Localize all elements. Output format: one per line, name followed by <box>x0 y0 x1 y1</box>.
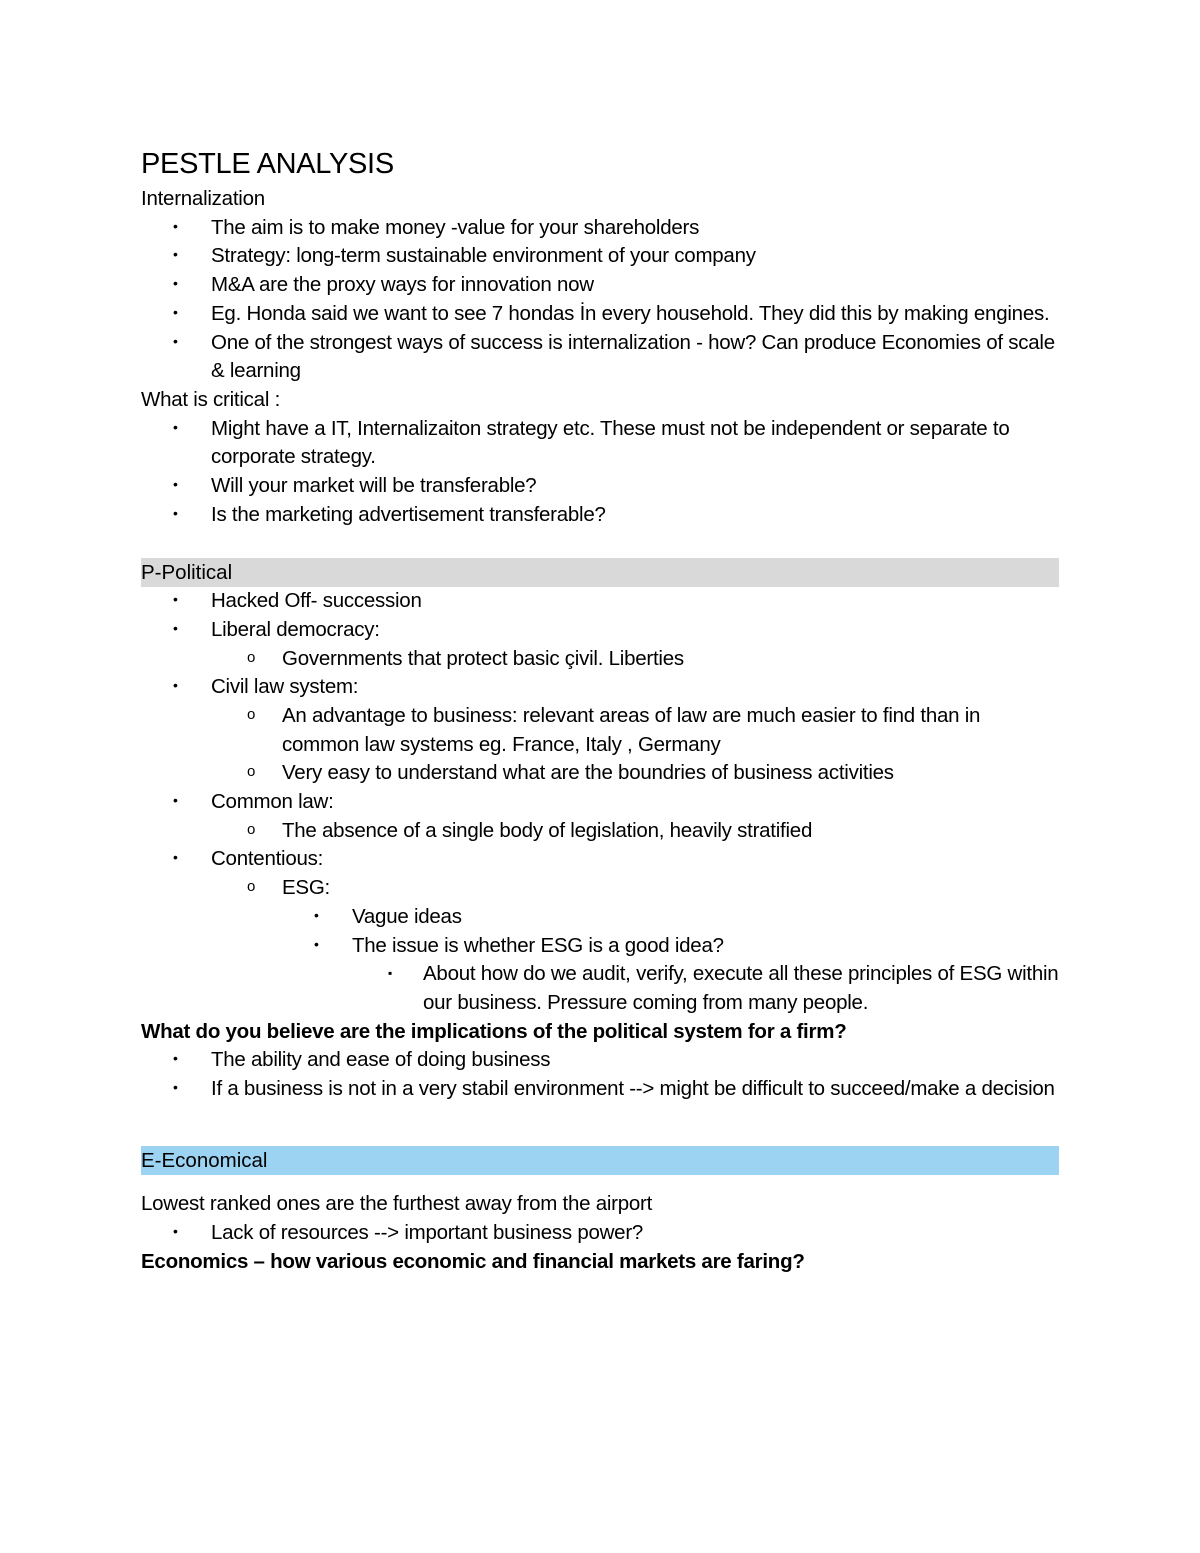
list-item: • One of the strongest ways of success is internalization - how? Can produce Economies of scale & learning <box>173 330 1055 383</box>
political-answers-list <box>141 1046 1059 1103</box>
political-list <box>141 587 1059 644</box>
list-item: ▪ About how do we audit, verify, execute all these principles of ESG within our business. Pressure coming from many people. <box>388 962 1059 1014</box>
political-list-civil <box>141 673 1059 702</box>
bullet-icon: • <box>173 1079 178 1096</box>
list-item: o Governments that protect basic çivil. Liberties <box>247 646 684 670</box>
document-title: PESTLE ANALYSIS <box>141 148 394 180</box>
bullet-icon: • <box>314 935 319 952</box>
list-item: • Civil law system: <box>173 675 359 699</box>
list-item: • The aim is to make money -value for your shareholders <box>173 215 700 239</box>
blank-line <box>141 1104 1059 1133</box>
bullet-icon: • <box>173 849 178 866</box>
document-page <box>141 145 1059 1277</box>
list-item: • Is the marketing advertisement transferable? <box>173 502 606 526</box>
blank-line <box>141 1175 1059 1190</box>
liberal-sublist <box>141 645 1059 674</box>
list-item: • If a business is not in a very stabil environment --> might be difficult to succeed/make a decision <box>173 1077 1055 1101</box>
economical-list <box>141 1219 1059 1248</box>
bullet-icon: • <box>173 792 178 809</box>
list-item: • Eg. Honda said we want to see 7 hondas İn every household. They did this by making engines. <box>173 301 1050 325</box>
list-item: • The ability and ease of doing business <box>173 1048 551 1072</box>
bullet-icon: • <box>173 217 178 234</box>
political-question: What do you believe are the implications of the political system for a firm? <box>141 1019 847 1043</box>
list-item: • M&A are the proxy ways for innovation now <box>173 273 594 297</box>
list-item: • Lack of resources --> important business power? <box>173 1221 644 1245</box>
critical-heading: What is critical : <box>141 387 281 411</box>
square-bullet-icon: ▪ <box>388 966 393 981</box>
list-item: • Common law: <box>173 790 334 814</box>
political-list-common <box>141 788 1059 817</box>
economics-question: Economics – how various economic and financial markets are faring? <box>141 1249 805 1273</box>
political-heading: P-Political <box>141 558 1059 587</box>
circle-bullet-icon: o <box>247 705 256 723</box>
bullet-icon: • <box>173 619 178 636</box>
critical-list <box>141 415 1059 530</box>
esg-sublist <box>141 903 1059 960</box>
contentious-sublist <box>141 874 1059 903</box>
list-item: • Will your market will be transferable? <box>173 474 537 498</box>
bullet-icon: • <box>173 418 178 435</box>
civil-sublist <box>141 702 1059 788</box>
bullet-icon: • <box>173 677 178 694</box>
economical-heading: E-Economical <box>141 1146 1059 1175</box>
bullet-icon: • <box>173 275 178 292</box>
list-item: • The issue is whether ESG is a good idea? <box>314 933 724 957</box>
bullet-icon: • <box>173 332 178 349</box>
blank-line <box>141 1132 1059 1146</box>
internalization-list <box>141 214 1059 386</box>
list-item: • Might have a IT, Internalizaiton strategy etc. These must not be independent or separate to corporate strategy. <box>173 416 1010 469</box>
list-item: o ESG: <box>247 876 330 900</box>
bullet-icon: • <box>173 1223 178 1240</box>
list-item: • Contentious: <box>173 847 324 871</box>
list-item: • Liberal democracy: <box>173 617 380 641</box>
esg-issue-sublist <box>141 960 1059 1017</box>
circle-bullet-icon: o <box>247 763 256 781</box>
list-item: o Very easy to understand what are the boundries of business activities <box>247 761 894 785</box>
bullet-icon: • <box>173 591 178 608</box>
bullet-icon: • <box>173 476 178 493</box>
political-list-contentious <box>141 845 1059 874</box>
common-sublist <box>141 817 1059 846</box>
blank-line <box>141 529 1059 558</box>
circle-bullet-icon: o <box>247 820 256 838</box>
list-item: o An advantage to business: relevant areas of law are much easier to find than in common law systems eg. France, Italy , Germany <box>247 703 981 756</box>
internalization-heading: Internalization <box>141 187 265 210</box>
list-item: • Vague ideas <box>314 904 462 928</box>
list-item: • Strategy: long-term sustainable environment of your company <box>173 244 756 268</box>
bullet-icon: • <box>173 504 178 521</box>
list-item: • Hacked Off- succession <box>173 589 422 613</box>
bullet-icon: • <box>173 303 178 320</box>
circle-bullet-icon: o <box>247 648 256 666</box>
list-item: o The absence of a single body of legislation, heavily stratified <box>247 818 813 842</box>
economical-lowest-ranked: Lowest ranked ones are the furthest away from the airport <box>141 1192 653 1216</box>
bullet-icon: • <box>314 906 319 923</box>
bullet-icon: • <box>173 1050 178 1067</box>
bullet-icon: • <box>173 246 178 263</box>
circle-bullet-icon: o <box>247 878 256 896</box>
